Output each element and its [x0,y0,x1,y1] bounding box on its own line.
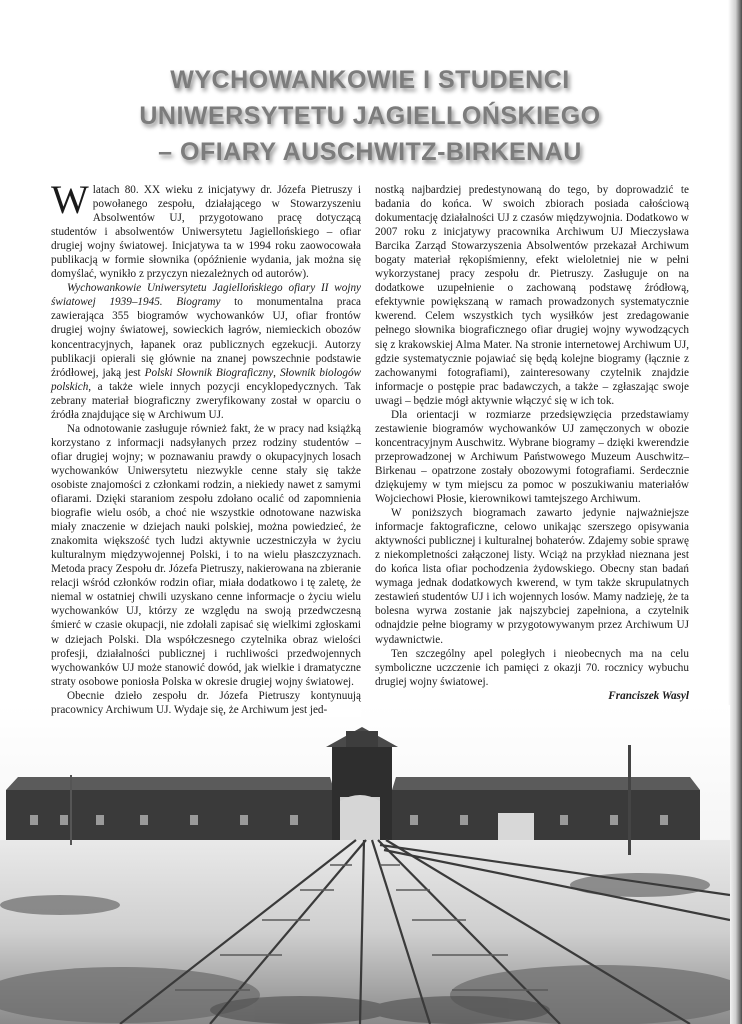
article-title [40,62,700,170]
book-title: Wychowankowie Uniwersytetu Jagiellońskiego ofiary II wojny światowej 1939–1945. Biogramy [51,282,361,309]
paragraph-1-text: latach 80. XX wieku z inicjatywy dr. Józefa Pietruszy i powołanego zespołu, działającego w Stowarzyszeniu Absolwentów UJ, przygotowano pracę dotyczącą studentów i absolwentów Uniwersytetu Jagiellońskiego – ofiar drugiej wojny światowej. Inicjatywa ta w 1994 roku zaowocowała publikacją w formie słownika (opóźnienie wydania, jak można się domyślać, wynikło z przyczyn niezależnych od autorów). [51,184,361,281]
title-line-1: WYCHOWANKOWIE I STUDENCI [170,66,570,94]
title-line-2: UNIWERSYTETU JAGIELLOŃSKIEGO [139,102,601,130]
left-column [51,177,362,717]
page-edge [728,0,742,1024]
paragraph-2-text-b: , a także wiele innych pozycji encyklopedycznych. Tak zebrany materiał biograficzny zweryfikowany został w oparciu o źródła znajdujące się w Archiwum UJ. [51,380,361,421]
title-line-3: – OFIARY AUSCHWITZ-BIRKENAU [158,138,582,166]
paragraph-8: Ten szczególny apel poległych i nieobecnych ma na celu symboliczne uczczenie ich pamięci z okazji 70. rocznicy wybuchu drugiej wojny światowej. [375,647,689,688]
paragraph-4: Obecnie dzieło zespołu dr. Józefa Pietruszy kontynuują pracownicy Archiwum UJ. Wydaje się, że Archiwum jest jed- [51,689,361,716]
source-title-biologists: Słownik biologów polskich [51,366,362,393]
birkenau-gate-photo [0,705,730,1024]
paragraph-5: nostką najbardziej predestynowaną do tego, by doprowadzić te badania do końca. W swoich zbiorach posiada całościową dokumentację działalności UJ z czasów międzywojnia. Dodatkowo w 2007 roku z inicjatywy pracownika Archiwum UJ Mieczysława Barcika Zarząd Stowarzyszenia Absolwentów przekazał Archiwum bogaty materiał rękopiśmienny, efekt wieloletniej nie w pełni wykorzystanej pracy zespołu dr. Pietruszy. Zasługuje on na dodatkowe uzupełnienie o zachowaną podstawę źródłową, efektywnie powiększaną w ramach prowadzonych systematycznie kwerend. Celem wszystkich tych wysiłków jest zredagowanie pełnego słownika biograficznego ofiar drugiej wojny wywodzących się z krakowskiej Alma Mater. Na stronie internetowej Archiwum UJ, gdzie systematycznie pojawiać się będą kolejne biogramy (łącznie z zachowanymi fotografiami), zainteresowany czytelnik znajdzie informacje o postępie prac badawczych, a także – zgłaszając swoje uwagi – będzie mógł aktywnie włączyć się w ich tok. [375,184,689,407]
author-signature: Franciszek Wasyl [608,689,689,702]
paragraph-2 [51,281,361,421]
dropcap: W [51,177,89,222]
source-title-psb: Polski Słownik Biograficzny [144,366,274,379]
paragraph-6: Dla orientacji w rozmiarze przedsięwzięcia przedstawiamy zestawienie biogramów wychowanków UJ zamęczonych w obozie koncentracyjnym Auschwitz. Wybrane biogramy – dzięki kwerendzie przeprowadzonej w Archiwum Państwowego Muzeum Auschwitz–Birkenau – opatrzone zostały obozowymi fotografiami. Serdecznie dziękujemy w tym miejscu za pomoc w poszukiwaniu materiałów Wojciechowi Płosie, kierownikowi tamtejszego Archiwum. [375,408,689,506]
paragraph-3: Na odnotowanie zasługuje również fakt, że w pracy nad książką korzystano z informacji nadsyłanych przez rodziny studentów – ofiar drugiej wojny; w poznawaniu prawdy o okupacyjnych losach wychowanków Uniwersytetu niezwykle cenne stały się także osobiste znajomości z członkami rodzin, a niekiedy nawet z samymi ofiarami. Dzięki staraniom zespołu zdołano ocalić od zapomnienia biografie wielu osób, a choć nie wszystkie odnotowane nazwiska miały znaczenie w dziejach nauki polskiej, można powiedzieć, że znakomita większość tych ludzi aktywnie uczestniczyła w życiu kulturalnym międzywojennej Polski, i to na wielu płaszczyznach. Metoda pracy Zespołu dr. Józefa Pietruszy, nakierowana na zbieranie relacji wśród członków rodzin ofiar, miała dodatkowo i tę zaletę, że niemal w ostatniej chwili uzyskano cenne informacje o życiu wielu wychowanków UJ, którzy ze względu na swoją przedwczesną śmierć w czasie okupacji, nie zdołali zapisać się wielkimi zgłoskami w dziejach Polski. Dla współczesnego czytelnika obraz wielości profesji, działalności publicznej i ruchliwości przedwojennych wychowanków UJ może stanowić dowód, jak wielkie i dramatyczne straty osobowe poniosła Polska w okresie drugiej wojny światowej. [51,422,361,688]
paragraph-7: W poniższych biogramach zawarto jedynie najważniejsze informacje faktograficzne, celowo unikając szerszego opisywania aktywności publicznej i kulturalnej bohaterów. Zdajemy sobie sprawę z niekompletności załączonej listy. Wciąż na przykład nieznana jest do końca lista ofiar pochodzenia żydowskiego. Obecny stan badań wymaga jednak dodatkowych kwerend, w tym także skrupulatnych zestawień studentów UJ i ich wojennych losów. Mamy nadzieję, że ta bolesna wyrwa zostanie jak najszybciej zapełniona, a czytelnik odnajdzie pełne biogramy w przygotowywanym przez Archiwum UJ wydawnictwie. [375,507,689,646]
paragraph-1 [51,177,361,281]
separator: , [273,366,280,379]
right-column [375,183,689,703]
paragraph-2-text-a: to monumentalna praca zawierająca 355 biogramów wychowanków UJ, ofiar frontów drugiej wojny światowej, sowieckich łagrów, niemieckich obozów koncentracyjnych, łapanek oraz publicznych egzekucji. Autorzy publikacji opierali się głównie na znanej powszechnie podstawie źródłowej, jaką jest [51,296,361,379]
